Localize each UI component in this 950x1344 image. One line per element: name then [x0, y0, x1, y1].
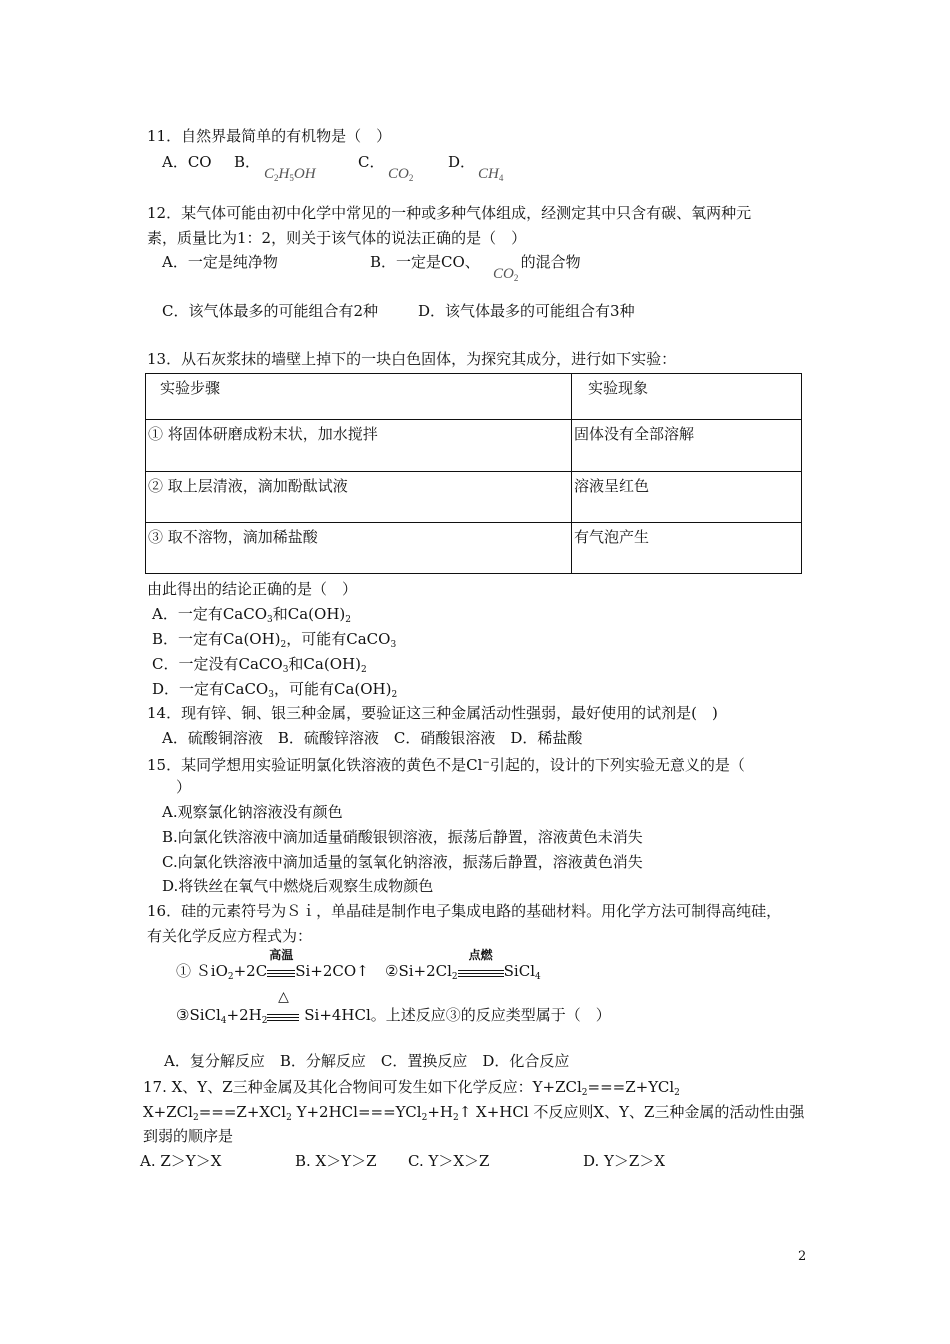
q13-conclusion: 由此得出的结论正确的是（ ） — [147, 580, 358, 598]
q12-stem-line1: 12．某气体可能由初中化学中常见的一种或多种气体组成，经测定其中只含有碳、氧两种元 — [147, 204, 752, 222]
q17-line3: 到弱的顺序是 — [143, 1127, 234, 1145]
q16-options: A．复分解反应 B．分解反应 C．置换反应 D．化合反应 — [164, 1052, 570, 1070]
q12-formula-co2: $CO_2$ — [493, 266, 519, 283]
q11-formula-ch4: $CH_4$ — [478, 166, 504, 183]
table-cell-observation: 固体没有全部溶解 — [572, 420, 802, 472]
table-cell-step: ③ 取不溶物，滴加稀盐酸 — [146, 523, 572, 574]
table-header-row — [146, 374, 802, 420]
q13-option-a: A．一定有CaCO$_3$和$Ca(OH)_2$ — [152, 605, 352, 625]
q15-option-a: A.观察氯化钠溶液没有颜色 — [162, 803, 343, 821]
q15-option-b: B.向氯化铁溶液中滴加适量硝酸银钡溶液，振荡后静置，溶液黄色未消失 — [162, 828, 643, 846]
q12-option-c: C．该气体最多的可能组合有2种 — [162, 302, 379, 320]
q15-stem-line2: ） — [176, 778, 192, 796]
q17-option-a: A. Z＞Y＞X — [140, 1152, 222, 1170]
q11-option-b: B． — [234, 153, 261, 171]
q16-reaction-3: $③SiCl_4+2H_2$ △ Si+4HCl。上述反应③的反应类型属于（ ） — [176, 989, 611, 1026]
q11-formula-co2: $CO_2$ — [388, 166, 414, 183]
q11-stem: 11．自然界最简单的有机物是（ ） — [147, 127, 392, 145]
table-cell-observation: 有气泡产生 — [572, 523, 802, 574]
equals-condition-sign: 高温 — [267, 961, 295, 981]
q16-stem-line1: 16．硅的元素符号为Ｓｉ，单晶硅是制作电子集成电路的基础材料。用化学方法可制得高纯硅， — [147, 902, 782, 920]
q17-line2: X+ZCl$_2$===Z+XCl$_2$ $Y+2HCl===YCl_2+H_2↑$ X+HCl 不反应则X、Y、Z三种金属的活动性由强 — [143, 1103, 805, 1123]
q14-options: A．硫酸铜溶液 B．硫酸锌溶液 C．硝酸银溶液 D．稀盐酸 — [162, 729, 583, 747]
q17-option-c: C. Y＞X＞Z — [408, 1152, 490, 1170]
q15-option-d: D.将铁丝在氧气中燃烧后观察生成物颜色 — [162, 877, 434, 895]
q11-option-d: D． — [448, 153, 476, 171]
page-number: 2 — [798, 1249, 807, 1264]
table-header-step: 实验步骤 — [146, 374, 572, 420]
q11-option-c: C． — [358, 153, 385, 171]
table-row — [146, 523, 802, 574]
equals-condition-sign: △ — [267, 1005, 299, 1025]
table-row — [146, 472, 802, 523]
q13-option-c: C．一定没有CaCO$_3$和$Ca(OH)_2$ — [152, 655, 367, 675]
q13-option-b: B．一定有$Ca(OH)_2$，可能有CaCO$_3$ — [152, 630, 397, 650]
table-cell-step: ① 将固体研磨成粉末状，加水搅拌 — [146, 420, 572, 472]
q15-option-c: C.向氯化铁溶液中滴加适量的氢氧化钠溶液，振荡后静置，溶液黄色消失 — [162, 853, 643, 871]
q13-option-d: D．一定有CaCO$_3$，可能有$Ca(OH)_2$ — [152, 680, 398, 700]
q16-reaction-2: $②Si+2Cl_2$ 点燃 SiCl$_4$ — [385, 948, 541, 982]
q12-option-b: B．一定是CO、 $CO_2$ 的混合物 — [370, 252, 581, 272]
q17-option-b: B. X＞Y＞Z — [295, 1152, 377, 1170]
q11-formula-c2h5oh: $C_2H_5OH$ — [264, 166, 316, 183]
table-row — [146, 420, 802, 472]
experiment-table — [145, 373, 802, 574]
q15-stem-line1: 15．某同学想用实验证明氯化铁溶液的黄色不是Cl−引起的，设计的下列实验无意义的是（ — [147, 756, 745, 774]
q12-stem-line2: 素，质量比为1：2，则关于该气体的说法正确的是（ ） — [147, 229, 527, 247]
q14-stem: 14．现有锌、铜、银三种金属，要验证这三种金属活动性强弱，最好使用的试剂是( ) — [147, 704, 718, 722]
table-cell-step: ② 取上层清液，滴加酚酞试液 — [146, 472, 572, 523]
q11-option-a: A．CO — [162, 153, 212, 171]
table-header-observation: 实验现象 — [572, 374, 802, 420]
q17-line1: 17. X、Y、Z三种金属及其化合物间可发生如下化学反应：Y+ZCl$_2$===Z+YCl$_2$ — [143, 1078, 680, 1098]
table-cell-observation: 溶液呈红色 — [572, 472, 802, 523]
q12-option-a: A．一定是纯净物 — [162, 253, 278, 271]
equals-condition-sign: 点燃 — [458, 961, 504, 981]
q17-option-d: D. Y＞Z＞X — [583, 1152, 666, 1170]
q12-option-d: D．该气体最多的可能组合有3种 — [418, 302, 635, 320]
q16-stem-line2: 有关化学反应方程式为： — [147, 927, 313, 945]
q13-stem: 13．从石灰浆抹的墙壁上掉下的一块白色固体，为探究其成分，进行如下实验： — [147, 350, 677, 368]
q11-options — [162, 152, 504, 183]
q16-reaction-1: ① ＳiO$_2$+2C 高温 Si+2CO↑ — [176, 948, 369, 982]
